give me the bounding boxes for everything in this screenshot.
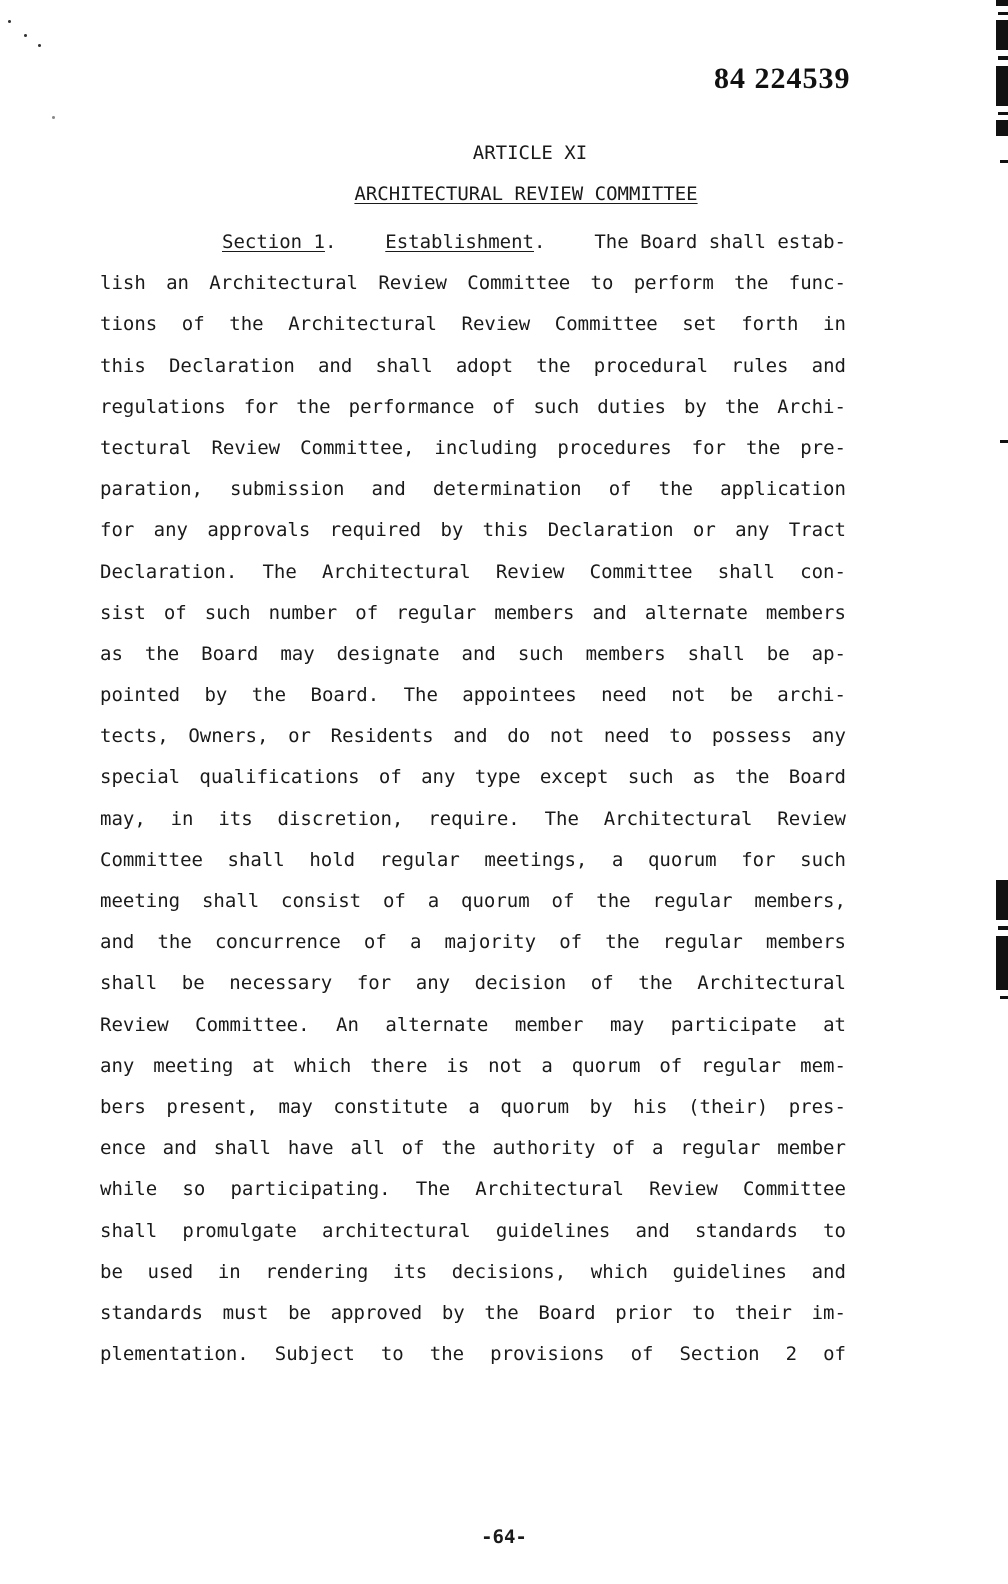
paragraph-line: special qualifications of any type except such as the Board <box>100 766 846 789</box>
paragraph-line: regulations for the performance of such duties by the Archi- <box>100 395 846 418</box>
paragraph-line: standards must be approved by the Board prior to their im- <box>100 1301 846 1324</box>
paragraph-line: tions of the Architectural Review Committee set forth in <box>100 313 846 336</box>
paragraph-line: Review Committee. An alternate member may participate at <box>100 1013 846 1036</box>
recording-number: 84 224539 <box>714 62 851 95</box>
paragraph-line: meeting shall consist of a quorum of the regular members, <box>100 890 846 912</box>
paragraph-line: ence and shall have all of the authority of a regular member <box>100 1137 846 1160</box>
section-body <box>100 222 846 1375</box>
paragraph-line: as the Board may designate and such members shall be ap- <box>100 642 846 665</box>
paragraph-line: tectural Review Committee, including procedures for the pre- <box>100 436 846 459</box>
section-title: Establishment <box>385 231 534 253</box>
paragraph-line: any meeting at which there is not a quorum of regular mem- <box>100 1054 846 1077</box>
paragraph-line: sist of such number of regular members and alternate members <box>100 601 846 624</box>
scan-edge-marks <box>994 0 1008 1000</box>
article-title: ARCHITECTURAL REVIEW COMMITTEE <box>354 183 698 205</box>
section-first-line: Section 1. Establishment. The Board shall estab- <box>100 222 846 263</box>
paragraph-line: paration, submission and determination of the application <box>100 478 846 501</box>
paragraph-line: while so participating. The Architectural Review Committee <box>100 1178 846 1201</box>
paragraph-line: this Declaration and shall adopt the procedural rules and <box>100 354 846 377</box>
paragraph-line: tects, Owners, or Residents and do not need to possess any <box>100 725 846 748</box>
section-label: Section 1 <box>222 231 325 253</box>
paragraph-line: bers present, may constitute a quorum by his (their) pres- <box>100 1095 846 1118</box>
paragraph-line: shall be necessary for any decision of the Architectural <box>100 972 846 995</box>
scan-speck <box>24 34 27 37</box>
article-heading: ARTICLE XI <box>472 142 588 164</box>
paragraph-line: Committee shall hold regular meetings, a quorum for such <box>100 848 846 871</box>
paragraph-lines <box>100 263 846 1375</box>
scan-speck <box>38 44 41 47</box>
paragraph-line: shall promulgate architectural guidelines and standards to <box>100 1219 846 1242</box>
first-line-text: The Board shall estab- <box>594 231 846 253</box>
scan-speck <box>52 116 55 119</box>
page-number: -64- <box>481 1526 527 1548</box>
paragraph-line: and the concurrence of a majority of the regular members <box>100 931 846 954</box>
paragraph-line: plementation. Subject to the provisions of Section 2 of <box>100 1343 846 1366</box>
paragraph-line: pointed by the Board. The appointees need not be archi- <box>100 684 846 707</box>
scan-speck <box>8 20 11 23</box>
paragraph-line: be used in rendering its decisions, which guidelines and <box>100 1260 846 1283</box>
paragraph-line: for any approvals required by this Declaration or any Tract <box>100 519 846 542</box>
paragraph-line: may, in its discretion, require. The Architectural Review <box>100 807 846 830</box>
paragraph-line: lish an Architectural Review Committee to perform the func- <box>100 272 846 295</box>
paragraph-line: Declaration. The Architectural Review Committee shall con- <box>100 560 846 583</box>
